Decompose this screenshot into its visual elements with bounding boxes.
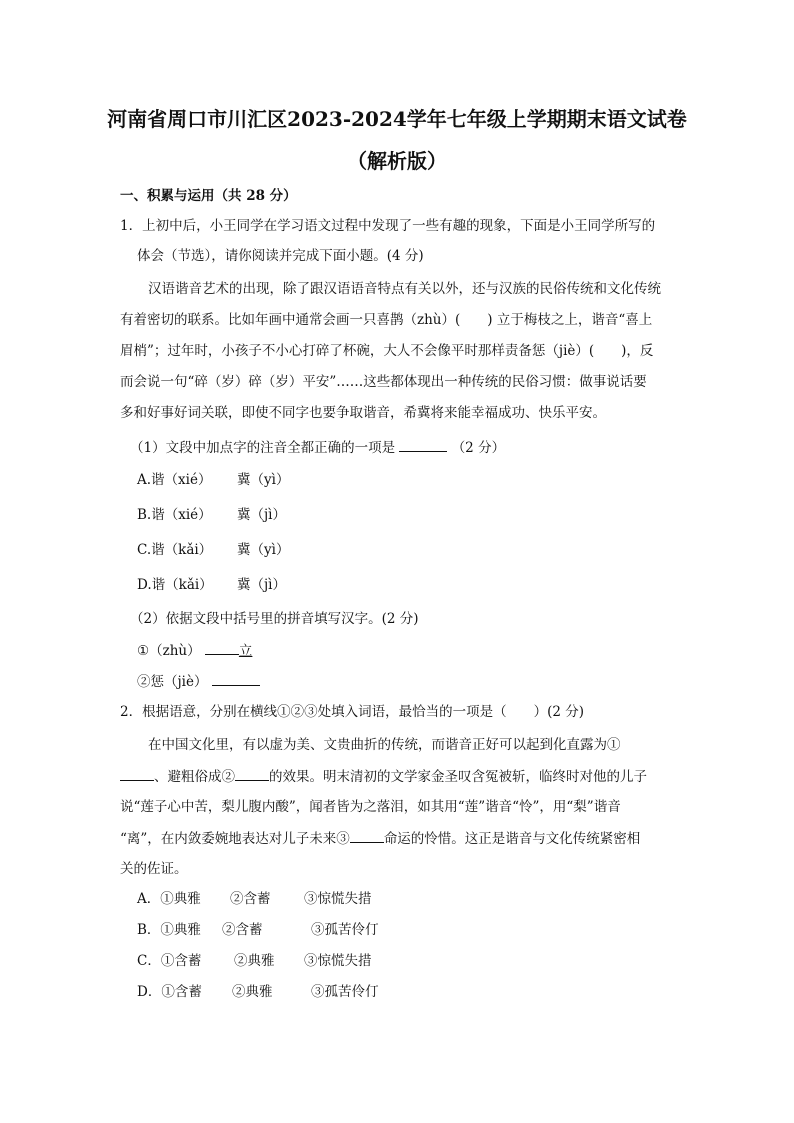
- q2-passage-segment: 的效果。明末清初的文学家金圣叹含冤被斩，临终时对他的儿子: [269, 769, 647, 785]
- item-1-suffix: 立: [238, 643, 253, 659]
- q1-option-a-second: 冀（yì）: [237, 472, 290, 488]
- option-choice: ①含蓄: [160, 953, 202, 969]
- item-2-prefix: ②惩（jiè）: [137, 674, 208, 690]
- option-label: B．: [137, 922, 161, 938]
- q1-passage-line: 多和好事好词关联，即使不同字也要争取谐音，希冀将来能幸福成功、快乐平安。: [120, 405, 606, 421]
- answer-blank-1[interactable]: [120, 766, 154, 781]
- q2-option-a[interactable]: [137, 889, 201, 909]
- q1-sub1-points: （2 分）: [451, 440, 506, 456]
- option-reading-1: A.谐（xié）: [137, 472, 212, 488]
- q1-sub2-item-2: [137, 671, 260, 692]
- q2-option-b-2: ②含蓄: [222, 922, 263, 938]
- q1-passage-line: 有着密切的联系。比如年画中通常会画一只喜鹊（zhù）( ) 立于梅枝之上，谐音“喜上: [120, 312, 653, 328]
- q2-option-c-2: ②典雅: [234, 953, 275, 969]
- q2-passage-line: 在中国文化里，有以虚为美、文贵曲折的传统，而谐音正好可以起到化直露为①: [148, 737, 621, 753]
- document-subtitle: （解析版）: [347, 149, 447, 173]
- q1-option-d-second: 冀（jì）: [237, 577, 287, 593]
- q1-sub1-stem: [130, 437, 505, 458]
- answer-blank-3[interactable]: [350, 828, 384, 843]
- q2-option-d-2: ②典雅: [232, 984, 273, 1000]
- option-choice: ①典雅: [160, 891, 201, 907]
- option-label: C．: [137, 953, 161, 969]
- q1-passage-line: 眉梢”；过年时，小孩子不小心打碎了杯碗，大人不会像平时那样责备惩（jiè）( )，反: [120, 343, 654, 359]
- answer-blank[interactable]: [399, 437, 447, 452]
- q1-passage-line: 而会说一句“碎（岁）碎（岁）平安”……这些都体现出一种传统的民俗习惯：做事说话要: [120, 374, 647, 390]
- q2-passage-segment: “离”，在内敛委婉地表达对儿子未来③: [120, 831, 350, 847]
- answer-blank[interactable]: [212, 671, 260, 686]
- section-heading: 一、积累与运用（共 28 分）: [120, 188, 297, 204]
- option-label: A．: [137, 891, 161, 907]
- q2-passage-line: 说“莲子心中苦，梨儿腹内酸”，闻者皆为之落泪，如其用“莲”谐音“怜”，用“梨”谐音: [120, 799, 621, 815]
- q2-option-c-3: ③惊慌失措: [304, 953, 372, 969]
- q2-option-b[interactable]: [137, 920, 201, 940]
- q1-option-a[interactable]: [137, 470, 211, 490]
- option-reading-1: B.谐（xié）: [137, 507, 212, 523]
- q2-stem: 2．根据语意，分别在横线①②③处填入词语，最恰当的一项是（ ）(2 分): [120, 704, 585, 720]
- q1-sub2-stem: （2）依据文段中括号里的拼音填写汉字。(2 分): [130, 611, 419, 627]
- q2-passage-segment: 、避粗俗成②: [154, 769, 235, 785]
- answer-blank[interactable]: [205, 640, 239, 655]
- q1-option-b-second: 冀（jì）: [237, 507, 287, 523]
- q1-intro-line-2: 体会（节选），请你阅读并完成下面小题。(4 分): [137, 248, 424, 264]
- q2-option-c[interactable]: [137, 951, 201, 971]
- option-choice: ①典雅: [160, 922, 201, 938]
- q2-passage-segment: 命运的怜惜。这正是谐音与文化传统紧密相: [383, 831, 641, 847]
- q1-option-c-second: 冀（yì）: [237, 542, 290, 558]
- q2-option-a-2: ②含蓄: [230, 891, 271, 907]
- answer-blank-2[interactable]: [235, 766, 269, 781]
- q2-option-a-3: ③惊慌失措: [304, 891, 372, 907]
- option-reading-1: D.谐（kǎi）: [137, 577, 213, 593]
- q2-option-d[interactable]: [137, 982, 202, 1002]
- option-label: D．: [137, 984, 162, 1000]
- q2-passage-line-2: [120, 766, 647, 787]
- q2-passage-line: 关的佐证。: [120, 861, 188, 877]
- q1-option-c[interactable]: [137, 540, 212, 560]
- q1-option-d[interactable]: [137, 575, 213, 595]
- q1-sub1-stem-text: （1）文段中加点字的注音全都正确的一项是: [130, 440, 396, 456]
- q1-option-b[interactable]: [137, 505, 212, 525]
- option-choice: ①含蓄: [161, 984, 202, 1000]
- q1-passage-line: 汉语谐音艺术的出现，除了跟汉语语音特点有关以外，还与汉族的民俗传统和文化传统: [148, 281, 661, 297]
- q2-option-d-3: ③孤苦伶仃: [311, 984, 379, 1000]
- q1-sub2-item-1: [137, 640, 252, 661]
- item-1-prefix: ①（zhù）: [137, 643, 201, 659]
- q1-intro-line-1: 1．上初中后，小王同学在学习语文过程中发现了一些有趣的现象，下面是小王同学所写的: [120, 218, 656, 234]
- q2-passage-line-4: [120, 828, 640, 849]
- q2-option-b-3: ③孤苦伶仃: [311, 922, 379, 938]
- document-title: 河南省周口市川汇区2023-2024学年七年级上学期期末语文试卷: [107, 107, 687, 131]
- option-reading-1: C.谐（kǎi）: [137, 542, 213, 558]
